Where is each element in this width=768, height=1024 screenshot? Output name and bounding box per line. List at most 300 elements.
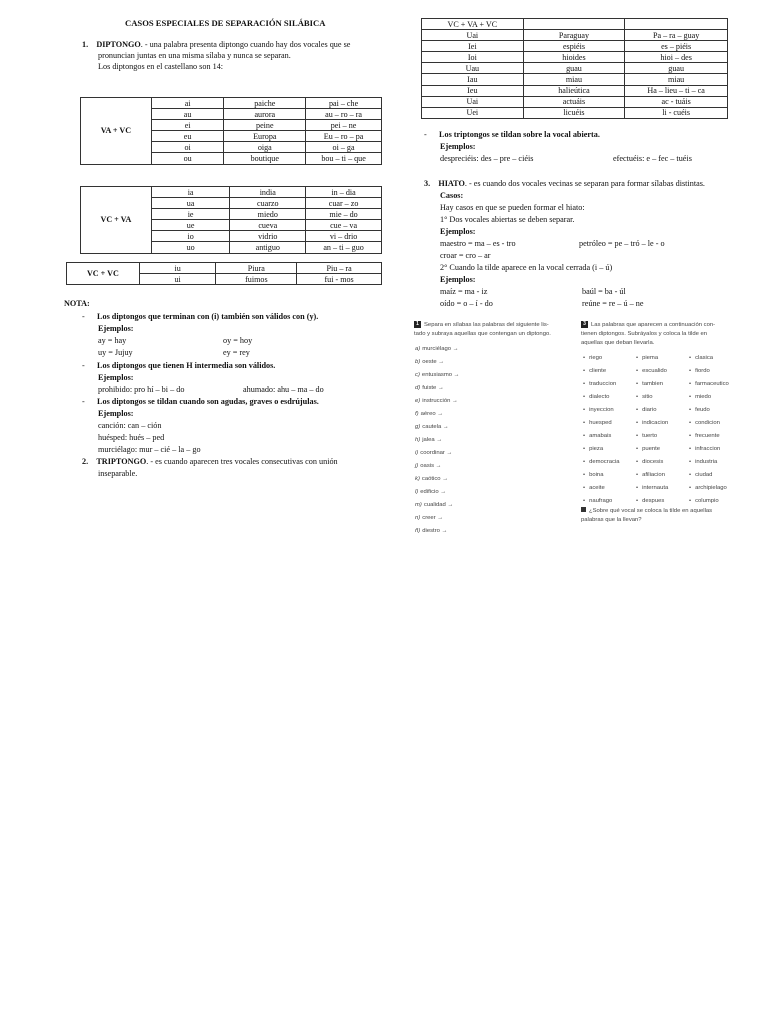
item-letter: n) (415, 515, 421, 521)
exercise-2-column-2 (636, 352, 668, 508)
example-item: maíz = ma - iz (440, 287, 488, 296)
casos-label: Casos: (440, 191, 464, 200)
section-text: 1° Dos vocales abiertas se deben separar. (440, 215, 575, 224)
list-item (415, 525, 460, 538)
table-cell: espiéis (523, 41, 625, 52)
exercise-instruction: Separa en sílabas las palabras del siguiente lis- (424, 322, 549, 329)
bullet-icon: • (636, 446, 639, 452)
table-cell: miau (625, 74, 728, 85)
list-item (415, 434, 460, 447)
bullet-icon: • (689, 498, 692, 504)
bullet-icon: • (583, 381, 586, 387)
bullet-icon: • (636, 355, 639, 361)
list-item (636, 365, 668, 378)
item-word: condicion (695, 420, 720, 426)
item-word: creer → (422, 515, 444, 521)
table-row (422, 107, 728, 118)
table-cell: antiguo (230, 242, 306, 253)
table-header-cell (625, 19, 728, 30)
section-diptongo-intro (82, 40, 350, 50)
table-cell: vidrio (230, 231, 306, 242)
item-letter: c) (415, 372, 420, 378)
table-cell: iu (139, 263, 216, 274)
table-cell: Uau (422, 63, 524, 74)
table-row-label: VC + VA (81, 187, 152, 254)
examples-label: Ejemplos: (440, 142, 476, 151)
item-word: fiordo (695, 368, 710, 374)
table-cell: ac - tuáis (625, 96, 728, 107)
section-triptongo-intro (82, 457, 338, 467)
item-word: internauta (642, 485, 669, 491)
item-word: cliente (589, 368, 607, 374)
table-cell: Pa – ra – guay (625, 30, 728, 41)
table-row (67, 263, 382, 274)
bullet-icon: • (689, 355, 692, 361)
section-text: . - es cuando aparecen tres vocales consecutivas con unión (146, 457, 338, 466)
table-cell: Ioi (422, 52, 524, 63)
item-word: afiliacion (642, 472, 665, 478)
list-item (689, 365, 729, 378)
item-letter: j) (415, 463, 419, 469)
nota-bullet: - Los diptongos se tildan cuando son agudas, graves o esdrújulas. (82, 397, 319, 406)
examples-label: Ejemplos: (98, 409, 134, 418)
table-cell: ie (151, 209, 230, 220)
list-item (689, 456, 729, 469)
table-cell: oi (151, 142, 224, 153)
table-cell: cue – va (306, 220, 382, 231)
table-header-cell: VC + VA + VC (422, 19, 524, 30)
section-text: . - una palabra presenta diptongo cuando hay dos vocales que se (140, 40, 351, 49)
list-item (636, 430, 668, 443)
list-item (583, 430, 620, 443)
table-cell: Paraguay (523, 30, 625, 41)
table-cell: halieútica (523, 85, 625, 96)
list-item (583, 443, 620, 456)
page-title: CASOS ESPECIALES DE SEPARACIÓN SILÁBICA (125, 18, 326, 28)
bullet-icon: • (583, 485, 586, 491)
item-letter: k) (415, 476, 420, 482)
list-item (636, 482, 668, 495)
table-cell: Uai (422, 30, 524, 41)
list-item (415, 382, 460, 395)
bullet-icon: • (583, 446, 586, 452)
item-letter: f) (415, 411, 419, 417)
list-item (636, 404, 668, 417)
item-letter: l) (415, 489, 419, 495)
table-cell: Iau (422, 74, 524, 85)
section-text: Los diptongos en el castellano son 14: (98, 62, 224, 71)
bullet-icon: • (583, 368, 586, 374)
example-item: reúne = re – ú – ne (582, 299, 644, 308)
exercise-1-instructions (414, 321, 551, 339)
table-cell: pei – ne (306, 120, 382, 131)
nota-bullet: - Los diptongos que terminan con (i) también son válidos con (y). (82, 312, 319, 321)
table-cell: india (230, 187, 306, 198)
bullet-icon: • (689, 407, 692, 413)
table-cell: au (151, 109, 224, 120)
item-word: tuerto (642, 433, 658, 439)
table-cell: Europa (224, 131, 306, 142)
exercise-instruction: tienen diptongos. Subráyalos y coloca la tilde en (581, 331, 708, 338)
item-word: despues (642, 498, 665, 504)
item-word: puente (642, 446, 661, 452)
list-item (636, 352, 668, 365)
table-cell: bou – ti – que (306, 153, 382, 164)
list-item (689, 430, 729, 443)
item-word: diario (642, 407, 657, 413)
table-cell: eu (151, 131, 224, 142)
table-cell: miau (523, 74, 625, 85)
list-item (689, 443, 729, 456)
list-item (636, 417, 668, 430)
example-item: huésped: hués – ped (98, 433, 165, 442)
table-cell: Ha – lieu – ti – ca (625, 85, 728, 96)
list-item (415, 512, 460, 525)
bullet-icon: • (636, 394, 639, 400)
examples-label: Ejemplos: (98, 324, 134, 333)
table-cell: fuimos (216, 274, 297, 285)
item-letter: m) (415, 502, 422, 508)
bullet-icon: • (583, 407, 586, 413)
section-heading: HIATO (438, 179, 465, 188)
list-item (689, 482, 729, 495)
example-item: prohibido: pro hí – bi – do (98, 385, 185, 394)
table-cell: hioi – des (625, 52, 728, 63)
table-cell: Piura (216, 263, 297, 274)
bullet-icon: • (636, 381, 639, 387)
table-cell: au – ro – ra (306, 109, 382, 120)
bullet-icon: • (689, 446, 692, 452)
examples-label: Ejemplos: (440, 275, 476, 284)
bullet-icon: • (636, 498, 639, 504)
bullet-icon: • (583, 394, 586, 400)
list-item (415, 460, 460, 473)
exercise-number-badge: 1 (414, 321, 421, 328)
table-cell: ui (139, 274, 216, 285)
item-word: pieza (589, 446, 604, 452)
nota-heading: NOTA: (64, 299, 90, 308)
table-row (422, 85, 728, 96)
example-item: oy = hoy (223, 336, 253, 345)
item-word: inyeccion (589, 407, 614, 413)
item-word: traduccion (589, 381, 617, 387)
question-text: ¿Sobre qué vocal se coloca la tilde en aquellas (589, 508, 713, 514)
list-item (415, 447, 460, 460)
bullet-icon: • (583, 355, 586, 361)
section-number: 1. (82, 40, 89, 49)
table-row (81, 187, 382, 198)
item-word: sitio (642, 394, 653, 400)
item-word: tambien (642, 381, 664, 387)
section-text: inseparable. (98, 469, 138, 478)
bullet-icon: • (689, 485, 692, 491)
table-cell: peine (224, 120, 306, 131)
bullet-icon: • (689, 433, 692, 439)
table-cell: vi – drio (306, 231, 382, 242)
table-row (422, 63, 728, 74)
nota-bullet: - Los diptongos que tienen H intermedia son válidos. (82, 361, 276, 370)
table-cell: ei (151, 120, 224, 131)
table-row (422, 52, 728, 63)
item-word: instrucción → (422, 398, 458, 404)
item-word: cualidad → (423, 502, 454, 508)
list-item (636, 443, 668, 456)
list-item (583, 352, 620, 365)
table-cell: Iei (422, 41, 524, 52)
table-cell: miedo (230, 209, 306, 220)
bullet-icon: • (689, 459, 692, 465)
example-item: despreciéis: des – pre – ciéis (440, 154, 534, 163)
nota-bullet-text: Los diptongos se tildan cuando son agudas, graves o esdrújulas. (97, 397, 319, 406)
item-word: piema (642, 355, 659, 361)
list-item (415, 421, 460, 434)
section-text: . - es cuando dos vocales vecinas se separan para formar sílabas distintas. (464, 179, 705, 188)
item-word: ciudad (695, 472, 713, 478)
square-bullet-icon (581, 507, 586, 512)
item-letter: g) (415, 424, 421, 430)
item-word: frecuente (695, 433, 720, 439)
item-letter: b) (415, 359, 421, 365)
list-item (583, 417, 620, 430)
example-item: murciélago: mur – cié – la – go (98, 445, 201, 454)
item-word: entusiasmo → (421, 372, 460, 378)
item-word: dialecto (589, 394, 610, 400)
bullet-icon: • (636, 368, 639, 374)
item-word: fuiste → (422, 385, 444, 391)
table-cell: boutique (224, 153, 306, 164)
item-word: columpio (695, 498, 719, 504)
table-cell: cueva (230, 220, 306, 231)
table-cell: mie – do (306, 209, 382, 220)
item-word: caótico → (421, 476, 449, 482)
section-text: 2° Cuando la tilde aparece en la vocal cerrada (i – ú) (440, 263, 613, 272)
list-item (415, 343, 460, 356)
example-item: croar = cro – ar (440, 251, 491, 260)
exercise-2-question (581, 507, 712, 525)
example-item: ay = hay (98, 336, 127, 345)
table-cell: uo (151, 242, 230, 253)
table-cell: actuáis (523, 96, 625, 107)
table-cell: oiga (224, 142, 306, 153)
nota-bullet-text: Los diptongos que terminan con (i) también son válidos con (y). (97, 312, 319, 321)
section-heading: TRIPTONGO (96, 457, 147, 466)
section-text: Hay casos en que se pueden formar el hiato: (440, 203, 585, 212)
examples-label: Ejemplos: (98, 373, 134, 382)
bullet-icon: • (583, 459, 586, 465)
list-item (689, 469, 729, 482)
table-cell: cuarzo (230, 198, 306, 209)
list-item (415, 473, 460, 486)
item-word: jalea → (422, 437, 443, 443)
bullet-icon: • (689, 381, 692, 387)
section-hiato-intro (424, 179, 705, 189)
triptongo-table (421, 18, 728, 119)
bullet-icon: • (689, 472, 692, 478)
table-row (422, 41, 728, 52)
list-item (583, 404, 620, 417)
item-word: escualido (642, 368, 667, 374)
bullet-icon: • (583, 433, 586, 439)
table-cell: oi – ga (306, 142, 382, 153)
bullet-icon: • (689, 368, 692, 374)
item-word: miedo (695, 394, 712, 400)
item-word: indicacion (642, 420, 669, 426)
diptongo-table-vc-vc (66, 262, 382, 285)
bullet-icon: • (583, 420, 586, 426)
diptongo-table-va-vc (80, 97, 382, 165)
item-word: boina (589, 472, 604, 478)
item-word: industria (695, 459, 718, 465)
example-item: baúl = ba - úl (582, 287, 626, 296)
item-word: amabais (589, 433, 612, 439)
bullet-icon: • (636, 459, 639, 465)
table-cell: aurora (224, 109, 306, 120)
exercise-instruction: Las palabras que aparecen a continuación con- (591, 322, 716, 329)
item-word: clasica (695, 355, 714, 361)
table-cell: ua (151, 198, 230, 209)
bullet-icon: • (636, 485, 639, 491)
exercise-instruction: aquellas que deban llevarla. (581, 340, 655, 347)
section-text: pronuncian juntas en una misma sílaba y nunca se separan. (98, 51, 291, 60)
table-cell: in – dia (306, 187, 382, 198)
item-letter: i) (415, 450, 419, 456)
bullet-icon: • (689, 394, 692, 400)
table-cell: io (151, 231, 230, 242)
item-word: diestro → (422, 528, 448, 534)
triptongo-note: - Los triptongos se tildan sobre la vocal abierta. (424, 130, 600, 139)
table-cell: ai (151, 98, 224, 109)
table-cell: li - cuéis (625, 107, 728, 118)
list-item (415, 395, 460, 408)
table-cell: guau (625, 63, 728, 74)
exercise-2-column-1 (583, 352, 620, 508)
table-cell: Ieu (422, 85, 524, 96)
bullet-icon: • (636, 420, 639, 426)
item-word: aéreo → (420, 411, 444, 417)
table-cell: cuar – zo (306, 198, 382, 209)
examples-label: Ejemplos: (440, 227, 476, 236)
table-cell: an – ti – guo (306, 242, 382, 253)
table-cell: Uai (422, 96, 524, 107)
item-word: infraccion (695, 446, 721, 452)
item-word: aceite (589, 485, 605, 491)
list-item (636, 391, 668, 404)
item-word: riego (589, 355, 603, 361)
item-word: edificio → (420, 489, 447, 495)
table-cell: fui - mos (297, 274, 382, 285)
item-word: coordinar → (420, 450, 453, 456)
table-row (81, 98, 382, 109)
exercise-2-column-3 (689, 352, 729, 508)
item-word: oasis → (420, 463, 442, 469)
exercise-1-list (415, 343, 460, 538)
table-header-cell (523, 19, 625, 30)
example-item: petróleo = pe – tró – le - o (579, 239, 665, 248)
nota-bullet-text: Los diptongos que tienen H intermedia son válidos. (97, 361, 276, 370)
question-text: palabras que la llevan? (581, 517, 642, 523)
item-letter: ñ) (415, 528, 421, 534)
example-item: efectuéis: e – fec – tuéis (613, 154, 692, 163)
example-item: ahumado: ahu – ma – do (243, 385, 324, 394)
table-cell: hioides (523, 52, 625, 63)
table-cell: Piu – ra (297, 263, 382, 274)
section-number: 2. (82, 457, 89, 466)
bullet-icon: • (583, 498, 586, 504)
exercise-2-instructions (581, 321, 715, 348)
list-item (583, 378, 620, 391)
example-item: canción: can – ción (98, 421, 162, 430)
table-cell: Eu – ro – pa (306, 131, 382, 142)
item-letter: a) (415, 346, 421, 352)
table-row-label: VA + VC (81, 98, 152, 165)
item-word: democracia (589, 459, 620, 465)
list-item (583, 469, 620, 482)
bullet-icon: • (636, 472, 639, 478)
item-letter: e) (415, 398, 421, 404)
table-cell: ue (151, 220, 230, 231)
item-word: oeste → (422, 359, 445, 365)
item-letter: d) (415, 385, 421, 391)
list-item (583, 482, 620, 495)
list-item (689, 378, 729, 391)
bullet-icon: • (636, 433, 639, 439)
table-header-row (422, 19, 728, 30)
example-item: ey = rey (223, 348, 250, 357)
exercise-number-badge: 3 (581, 321, 588, 328)
item-word: diocesis (642, 459, 664, 465)
table-cell: Uei (422, 107, 524, 118)
item-letter: h) (415, 437, 421, 443)
diptongo-table-vc-va (80, 186, 382, 254)
item-word: feudo (695, 407, 710, 413)
bullet-icon: • (583, 472, 586, 478)
list-item (689, 352, 729, 365)
list-item (689, 404, 729, 417)
note-text: Los triptongos se tildan sobre la vocal abierta. (439, 130, 600, 139)
table-cell: ia (151, 187, 230, 198)
list-item (636, 378, 668, 391)
list-item (415, 499, 460, 512)
list-item (415, 486, 460, 499)
list-item (583, 391, 620, 404)
table-row-label: VC + VC (67, 263, 140, 285)
item-word: huesped (589, 420, 612, 426)
bullet-icon: • (689, 420, 692, 426)
exercise-instruction: tado y subraya aquellas que contengan un diptongo. (414, 331, 551, 338)
table-row (422, 96, 728, 107)
item-word: farmaceutico (695, 381, 729, 387)
table-row (422, 30, 728, 41)
list-item (583, 365, 620, 378)
example-item: uy = Jujuy (98, 348, 133, 357)
list-item (415, 356, 460, 369)
section-number: 3. (424, 179, 431, 188)
example-item: maestro = ma – es - tro (440, 239, 516, 248)
list-item (415, 408, 460, 421)
list-item (689, 417, 729, 430)
table-cell: ou (151, 153, 224, 164)
list-item (636, 456, 668, 469)
bullet-icon: • (636, 407, 639, 413)
list-item (636, 469, 668, 482)
item-word: cautela → (422, 424, 449, 430)
example-item: oído = o – í - do (440, 299, 493, 308)
item-word: archipielago (695, 485, 727, 491)
list-item (689, 391, 729, 404)
table-cell: guau (523, 63, 625, 74)
item-word: murciélago → (422, 346, 459, 352)
table-cell: licuéis (523, 107, 625, 118)
